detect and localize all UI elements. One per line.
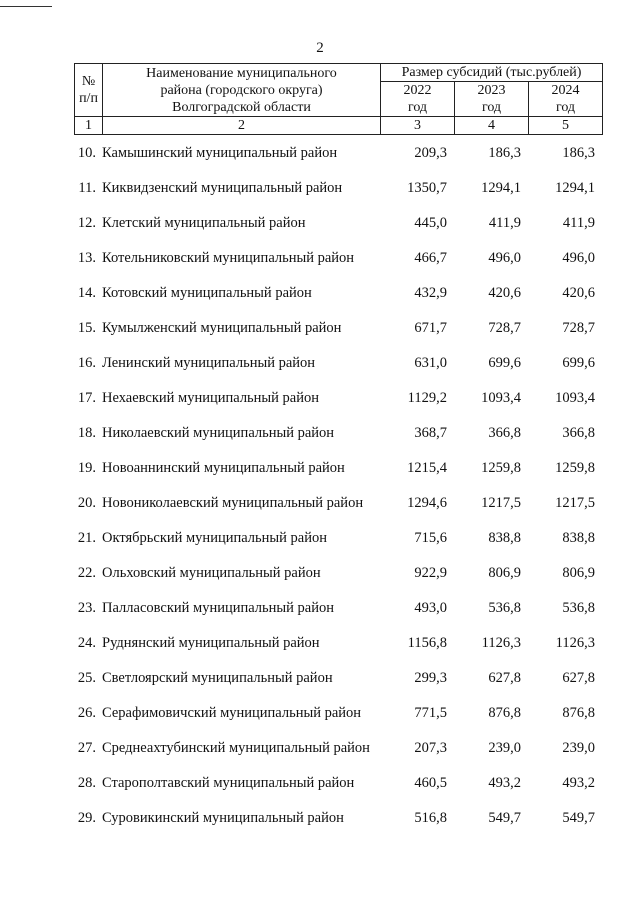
value-2023: 728,7: [488, 320, 521, 336]
district-name: Ольховский муниципальный район: [102, 565, 321, 581]
header-name-line1: Наименование муниципального: [146, 65, 337, 81]
value-2024: 493,2: [562, 775, 595, 791]
value-2024: 838,8: [562, 530, 595, 546]
value-2024: 1294,1: [555, 180, 595, 196]
table-row: [74, 521, 602, 556]
header-num-col: № п/п: [75, 64, 103, 117]
value-2024: 186,3: [562, 145, 595, 161]
table-row: [74, 311, 602, 346]
row-number: 15.: [77, 320, 96, 336]
district-name: Суровикинский муниципальный район: [102, 810, 344, 826]
district-name: Клетский муниципальный район: [102, 215, 306, 231]
district-name: Котельниковский муниципальный район: [102, 250, 355, 266]
value-2022: 466,7: [414, 250, 447, 266]
header-name-line3: Волгоградской области: [172, 99, 311, 115]
district-name: Среднеахтубинский муниципальный район: [102, 740, 370, 756]
value-2022: 299,3: [414, 670, 447, 686]
value-2023: 186,3: [488, 145, 521, 161]
value-2022: 1350,7: [407, 180, 447, 196]
value-2023: 1217,5: [481, 495, 521, 511]
table-row: [74, 766, 602, 801]
row-number: 25.: [77, 670, 96, 686]
district-name: Светлоярский муниципальный район: [102, 670, 333, 686]
row-number: 24.: [77, 635, 96, 651]
row-number: 21.: [77, 530, 96, 546]
value-2022: 460,5: [414, 775, 447, 791]
table-row: [74, 626, 602, 661]
value-2022: 1156,8: [407, 635, 447, 651]
district-name: Камышинский муниципальный район: [102, 145, 338, 161]
value-2024: 806,9: [562, 565, 595, 581]
value-2024: 496,0: [562, 250, 595, 266]
table-row: [74, 171, 602, 206]
district-name: Николаевский муниципальный район: [102, 425, 335, 441]
value-2024: 549,7: [562, 810, 595, 826]
year-unit: год: [481, 100, 502, 115]
table-row: [74, 276, 602, 311]
district-name: Серафимовичский муниципальный район: [102, 705, 362, 721]
value-2024: 1093,4: [555, 390, 595, 406]
value-2024: 536,8: [562, 600, 595, 616]
value-2023: 493,2: [488, 775, 521, 791]
col-number-5: 5: [529, 117, 603, 135]
value-2023: 1126,3: [481, 635, 521, 651]
value-2023: 366,8: [488, 425, 521, 441]
row-number: 27.: [77, 740, 96, 756]
value-2022: 1129,2: [407, 390, 447, 406]
table-row: [74, 381, 602, 416]
value-2024: 627,8: [562, 670, 595, 686]
col-number-4: 4: [455, 117, 529, 135]
row-number: 23.: [77, 600, 96, 616]
col-number-1: 1: [75, 117, 103, 135]
value-2023: 411,9: [488, 215, 521, 231]
value-2022: 368,7: [414, 425, 447, 441]
value-2022: 1294,6: [407, 495, 447, 511]
table-row: [74, 696, 602, 731]
value-2023: 496,0: [488, 250, 521, 266]
district-name: Киквидзенский муниципальный район: [102, 180, 343, 196]
table-row: [74, 731, 602, 766]
value-2023: 876,8: [488, 705, 521, 721]
district-name: Октябрьский муниципальный район: [102, 530, 327, 546]
table-row: [74, 136, 602, 171]
row-number: 18.: [77, 425, 96, 441]
row-number: 10.: [77, 145, 96, 161]
district-name: Кумылженский муниципальный район: [102, 320, 342, 336]
value-2023: 627,8: [488, 670, 521, 686]
table-row: [74, 591, 602, 626]
row-number: 26.: [77, 705, 96, 721]
header-name-col: [103, 64, 381, 117]
value-2023: 549,7: [488, 810, 521, 826]
district-name: Ленинский муниципальный район: [102, 355, 316, 371]
col-number-2: 2: [103, 117, 381, 135]
row-number: 13.: [77, 250, 96, 266]
year-label: 2023: [477, 83, 506, 98]
row-number: 19.: [77, 460, 96, 476]
table-row: [74, 486, 602, 521]
value-2024: 420,6: [562, 285, 595, 301]
value-2023: 420,6: [488, 285, 521, 301]
value-2024: 239,0: [562, 740, 595, 756]
value-2022: 445,0: [414, 215, 447, 231]
row-number: 14.: [77, 285, 96, 301]
table-row: [74, 556, 602, 591]
value-2024: 411,9: [562, 215, 595, 231]
row-number: 17.: [77, 390, 96, 406]
value-2022: 771,5: [414, 705, 447, 721]
row-number: 28.: [77, 775, 96, 791]
table-row: [74, 416, 602, 451]
table-row: [74, 451, 602, 486]
value-2023: 806,9: [488, 565, 521, 581]
value-2024: 1126,3: [555, 635, 595, 651]
value-2022: 922,9: [414, 565, 447, 581]
value-2022: 207,3: [414, 740, 447, 756]
top-rule: [0, 6, 52, 7]
table-row: [74, 346, 602, 381]
header-name-line2: района (городского округа): [160, 82, 323, 98]
district-name: Старополтавский муниципальный район: [102, 775, 355, 791]
value-2024: 876,8: [562, 705, 595, 721]
value-2022: 715,6: [414, 530, 447, 546]
district-name: Новониколаевский муниципальный район: [102, 495, 364, 511]
year-label: 2022: [403, 83, 432, 98]
row-number: 16.: [77, 355, 96, 371]
year-unit: год: [407, 100, 428, 115]
row-number: 22.: [77, 565, 96, 581]
table-row: [74, 661, 602, 696]
col-number-3: 3: [381, 117, 455, 135]
header-year-2024: [529, 82, 603, 117]
row-number: 29.: [77, 810, 96, 826]
district-name: Руднянский муниципальный район: [102, 635, 320, 651]
value-2022: 1215,4: [407, 460, 447, 476]
page-number: 2: [316, 40, 324, 56]
district-name: Котовский муниципальный район: [102, 285, 312, 301]
district-name: Палласовский муниципальный район: [102, 600, 334, 616]
value-2022: 631,0: [414, 355, 447, 371]
value-2024: 728,7: [562, 320, 595, 336]
value-2022: 209,3: [414, 145, 447, 161]
table-row: [74, 206, 602, 241]
subsidy-table: [74, 136, 602, 836]
value-2023: 536,8: [488, 600, 521, 616]
row-number: 11.: [78, 180, 96, 196]
header-year-2022: [381, 82, 455, 117]
value-2022: 516,8: [414, 810, 447, 826]
table-row: [74, 241, 602, 276]
value-2023: 1259,8: [481, 460, 521, 476]
header-subsidy-col: Размер субсидий (тыс.рублей): [381, 64, 603, 82]
year-label: 2024: [551, 83, 580, 98]
value-2022: 493,0: [414, 600, 447, 616]
table-header: [74, 63, 603, 135]
row-number: 12.: [77, 215, 96, 231]
value-2022: 671,7: [414, 320, 447, 336]
year-unit: год: [555, 100, 576, 115]
header-year-2023: [455, 82, 529, 117]
value-2023: 1294,1: [481, 180, 521, 196]
row-number: 20.: [77, 495, 96, 511]
value-2023: 699,6: [488, 355, 521, 371]
value-2024: 1259,8: [555, 460, 595, 476]
value-2022: 432,9: [414, 285, 447, 301]
district-name: Новоаннинский муниципальный район: [102, 460, 345, 476]
value-2024: 1217,5: [555, 495, 595, 511]
table-row: [74, 801, 602, 836]
value-2023: 838,8: [488, 530, 521, 546]
district-name: Нехаевский муниципальный район: [102, 390, 320, 406]
value-2024: 366,8: [562, 425, 595, 441]
value-2023: 1093,4: [481, 390, 521, 406]
value-2023: 239,0: [488, 740, 521, 756]
value-2024: 699,6: [562, 355, 595, 371]
